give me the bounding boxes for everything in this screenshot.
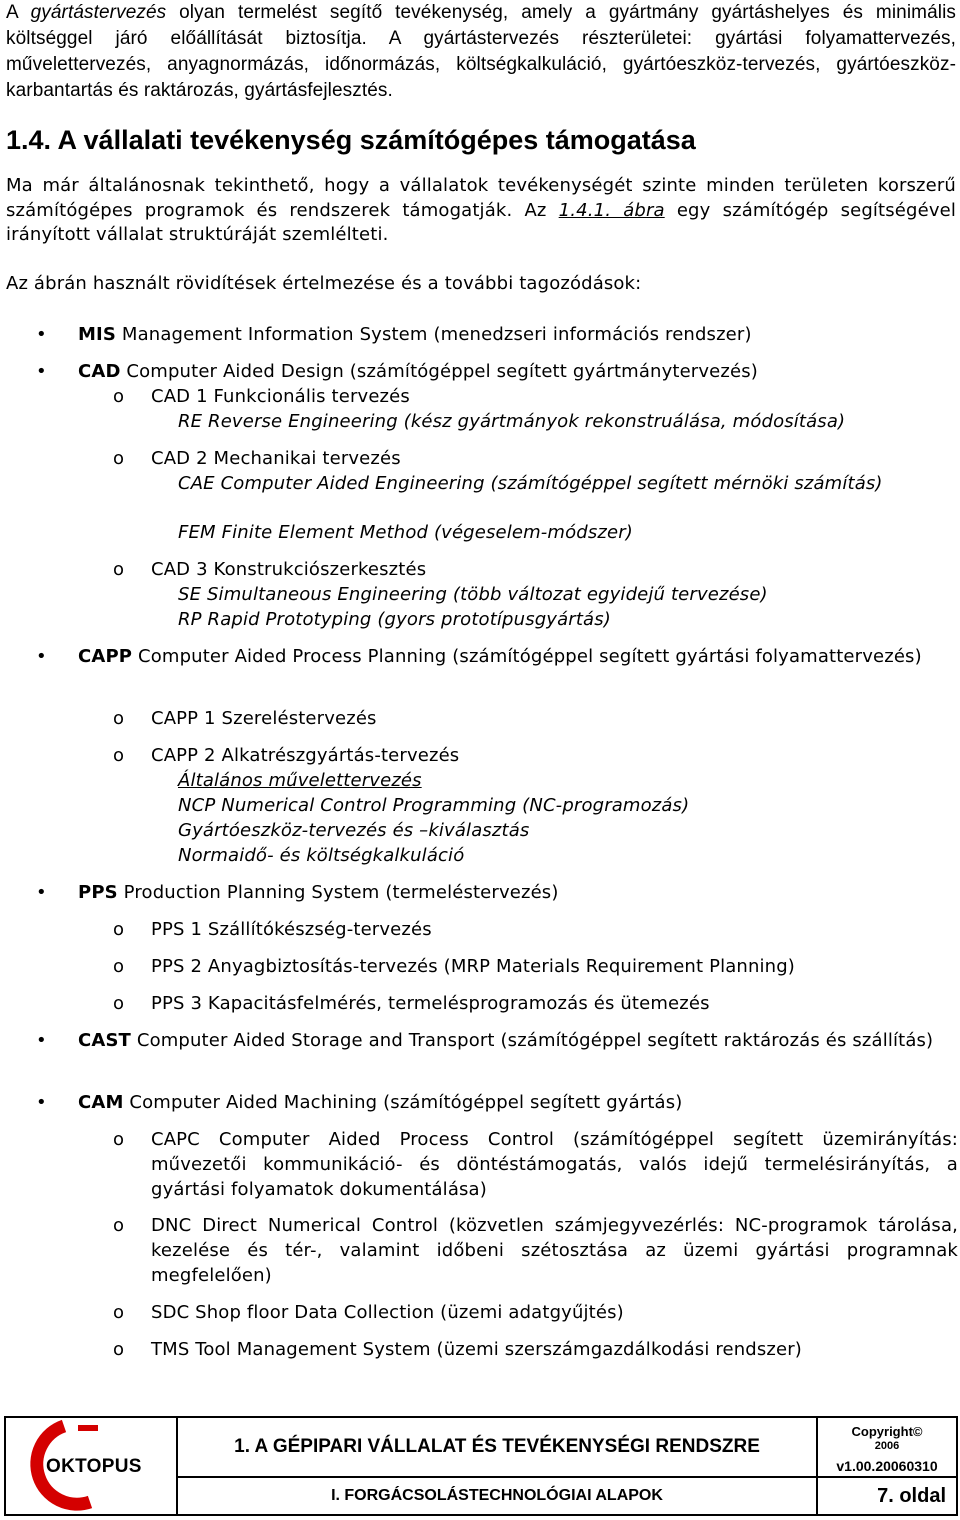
capp2-costing: Normaidő- és költségkalkuláció (178, 845, 465, 866)
capp2-ncp: NCP Numerical Control Programming (NC-programozás) (178, 795, 690, 816)
intro-rest: olyan termelést segítő tevékenység, amely a gyártmány gyártáshelyes és minimális költséggel járó előállítását biztosítja. A gyártástervezés részterületei: gyártási folyamattervezés, művelettervezés, anyagnormázás, időnormázás, költségkalkuláció, gyártóeszköz-tervezés, gyártóeszköz-karbantartás és raktározás, gyártásfejlesztés. (6, 2, 956, 101)
figure-link[interactable]: 1.4.1. ábra (558, 199, 665, 221)
capp1-text: CAPP 1 Szereléstervezés (151, 708, 377, 729)
list-item-capp1 (113, 706, 958, 731)
cad2-text: CAD 2 Mechanikai tervezés (151, 448, 401, 469)
version-text: v1.00.20060310 (836, 1458, 938, 1474)
bullet-icon: • (36, 324, 47, 345)
cad1-re: RE Reverse Engineering (kész gyártmányok rekonstruálása, módosítása) (178, 411, 846, 432)
pps3-text: PPS 3 Kapacitásfelmérés, termelésprogramozás és ütemezés (151, 993, 710, 1014)
capp-text: Computer Aided Process Planning (számítógéppel segített gyártási folyamattervezés) (132, 646, 922, 667)
list-item-pps2 (113, 954, 958, 979)
sub-bullet-icon: o (113, 745, 125, 766)
abbr-cast: CAST (78, 1030, 131, 1051)
sub-bullet-icon: o (113, 386, 125, 407)
pps2-text: PPS 2 Anyagbiztosítás-tervezés (MRP Materials Requirement Planning) (151, 956, 795, 977)
list-item-pps3 (113, 991, 958, 1016)
abbr-cad: CAD (78, 361, 121, 382)
sub-bullet-icon: o (113, 956, 125, 977)
footer-copyright-cell (818, 1418, 956, 1478)
cad3-rp: RP Rapid Prototyping (gyors prototípusgyártás) (178, 609, 611, 630)
bullet-icon: • (36, 1030, 47, 1051)
tms-text: TMS Tool Management System (üzemi szerszámgazdálkodási rendszer) (151, 1339, 802, 1360)
footer-course: I. FORGÁCSOLÁSTECHNOLÓGIAI ALAPOK (178, 1478, 818, 1514)
sub-bullet-icon: o (113, 448, 125, 469)
list-item-pps1 (113, 917, 958, 942)
abbr-mis: MIS (78, 324, 117, 345)
para1-text: Ma már általánosnak tekinthető, hogy a vállalatok tevékenységét szinte minden területen korszerű számítógépes programok és rendszerek támogatják. Az (6, 175, 956, 221)
cam-text: Computer Aided Machining (számítógéppel segített gyártás) (123, 1092, 683, 1113)
list-item-sdc (113, 1300, 958, 1325)
capp2-text: CAPP 2 Alkatrészgyártás-tervezés (151, 745, 460, 766)
bullet-icon: • (36, 646, 47, 667)
cad-text: Computer Aided Design (számítógéppel segített gyártmánytervezés) (120, 361, 758, 382)
page-number: 7. oldal (877, 1484, 946, 1507)
abbr-capp: CAPP (78, 646, 133, 667)
sub-bullet-icon: o (113, 993, 125, 1014)
bullet-icon: • (36, 1092, 47, 1113)
copyright-year: 2006 (874, 1440, 900, 1452)
list-item-capp (36, 644, 958, 669)
para1-after: egy számítógép segítségével irányított vállalat struktúráját szemlélteti. (6, 199, 956, 245)
cad3-se: SE Simultaneous Engineering (több változat egyidejű tervezése) (178, 584, 768, 605)
section-paragraph-1 (6, 174, 956, 248)
cast-text: Computer Aided Storage and Transport (számítógéppel segített raktározás és szállítás) (130, 1030, 934, 1051)
section-paragraph-2: Az ábrán használt rövidítések értelmezése és a további tagozódások: (6, 273, 642, 294)
sub-bullet-icon: o (113, 1302, 125, 1323)
sub-bullet-icon: o (113, 1215, 125, 1236)
pps-text: Production Planning System (termeléstervezés) (117, 882, 559, 903)
dnc-text: DNC Direct Numerical Control (közvetlen számjegyvezérlés: NC-programok tárolása, kezelése és tér-, valamint időbeni szétosztása az üzemi gyártási programnak megfelelően) (151, 1215, 958, 1286)
abbr-pps: PPS (78, 882, 118, 903)
list-item-pps (36, 880, 958, 905)
sdc-text: SDC Shop floor Data Collection (üzemi adatgyűjtés) (151, 1302, 624, 1323)
copyright-text: Copyright© (851, 1424, 923, 1439)
list-item-cad2 (113, 446, 958, 471)
sub-bullet-icon: o (113, 559, 125, 580)
section-heading: 1.4. A vállalati tevékenység számítógépes támogatása (6, 125, 696, 155)
sub-bullet-icon: o (113, 708, 125, 729)
cad2-fem: FEM Finite Element Method (végeselem-módszer) (178, 522, 633, 543)
list-item-dnc (113, 1213, 958, 1288)
list-item-capc (113, 1127, 958, 1202)
list-item-tms (113, 1337, 958, 1362)
page-footer (4, 1416, 958, 1516)
capp2-tooling: Gyártóeszköz-tervezés és –kiválasztás (178, 820, 530, 841)
list-item-cad (36, 359, 958, 384)
cad3-text: CAD 3 Konstrukciószerkesztés (151, 559, 427, 580)
list-item-cam (36, 1090, 958, 1115)
cad1-text: CAD 1 Funkcionális tervezés (151, 386, 410, 407)
bullet-icon: • (36, 882, 47, 903)
list-item-cad3 (113, 557, 958, 582)
capc-text: CAPC Computer Aided Process Control (számítógéppel segített üzemirányítás: művezetői kommunikáció- és döntéstámogatás, valós idejű termelésirányítás, a gyártási folyamatok dokumentálása) (151, 1129, 958, 1200)
intro-paragraph (6, 0, 956, 104)
abbr-cam: CAM (78, 1092, 124, 1113)
sub-bullet-icon: o (113, 919, 125, 940)
sub-bullet-icon: o (113, 1129, 125, 1150)
logo-text: OKTOPUS (46, 1456, 142, 1477)
bullet-icon: • (36, 361, 47, 382)
mis-text: Management Information System (menedzseri információs rendszer) (116, 324, 752, 345)
intro-pre: A (6, 2, 31, 23)
footer-chapter: 1. A GÉPIPARI VÁLLALAT ÉS TEVÉKENYSÉGI RENDSZRE (178, 1418, 818, 1478)
cad2-cae: CAE Computer Aided Engineering (számítógéppel segített mérnöki számítás) (178, 473, 883, 494)
footer-logo-cell (6, 1418, 178, 1514)
list-item-mis (36, 322, 958, 347)
capp2-general: Általános művelettervezés (178, 770, 422, 791)
sub-bullet-icon: o (113, 1339, 125, 1360)
list-item-capp2 (113, 743, 958, 768)
list-item-cad1 (113, 384, 958, 409)
intro-term: gyártástervezés (30, 2, 167, 23)
pps1-text: PPS 1 Szállítókészség-tervezés (151, 919, 432, 940)
list-item-cast (36, 1028, 958, 1053)
